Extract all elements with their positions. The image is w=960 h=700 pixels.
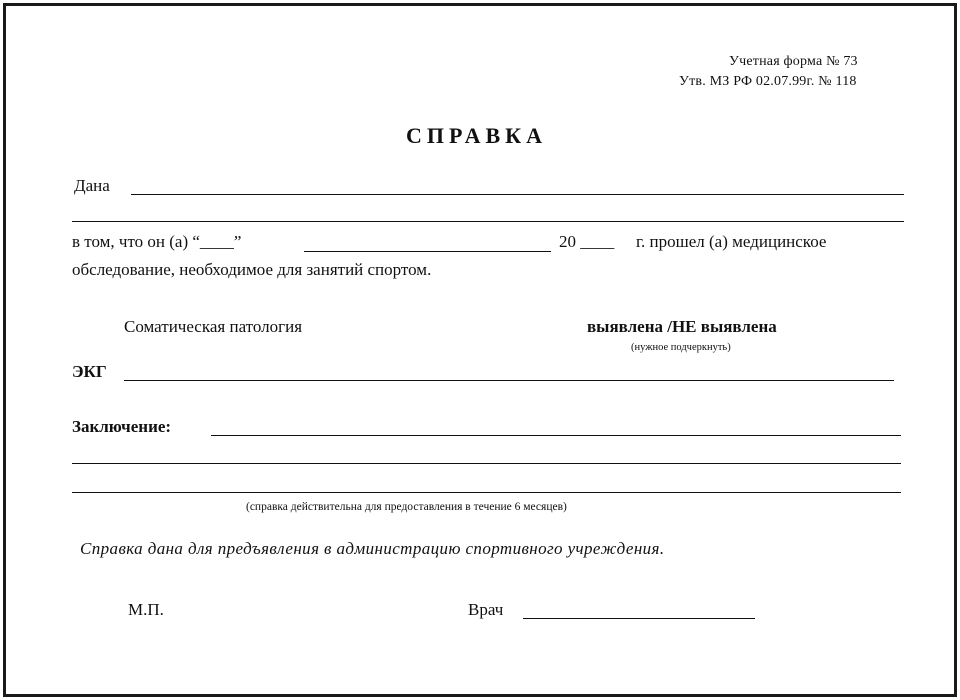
approval-reference: Утв. МЗ РФ 02.07.99г. № 118 — [679, 74, 857, 89]
date-line-prefix: в том, что он (а) “____” — [72, 232, 242, 251]
doctor-label: Врач — [468, 600, 504, 619]
purpose-statement: Справка дана для предъявления в администрацию спортивного учреждения. — [80, 539, 665, 558]
date-year-label: 20 ____ — [559, 232, 615, 251]
examination-text: г. прошел (а) медицинское — [636, 232, 827, 251]
page-title: СПРАВКА — [406, 123, 548, 148]
ecg-label: ЭКГ — [72, 362, 107, 381]
conclusion-label: Заключение: — [72, 417, 172, 436]
somatic-pathology-label: Соматическая патология — [124, 317, 303, 336]
certificate-document — [6, 6, 954, 694]
underline-hint: (нужное подчеркнуть) — [631, 342, 731, 353]
stamp-label: М.П. — [128, 600, 164, 619]
date-month-field[interactable] — [304, 251, 551, 252]
form-number: Учетная форма № 73 — [729, 54, 858, 69]
given-to-field[interactable] — [131, 194, 904, 195]
conclusion-field-line-3[interactable] — [72, 492, 901, 493]
somatic-pathology-options[interactable]: выявлена /НЕ выявлена — [587, 317, 777, 336]
validity-note: (справка действительна для предоставления в течение 6 месяцев) — [246, 501, 567, 513]
given-to-field-continued[interactable] — [72, 221, 904, 222]
ecg-field[interactable] — [124, 380, 894, 381]
given-to-label: Дана — [74, 176, 110, 195]
examination-text-continued: обследование, необходимое для занятий спортом. — [72, 260, 432, 279]
document-frame — [3, 3, 957, 697]
doctor-signature-field[interactable] — [523, 618, 755, 619]
conclusion-field-line-2[interactable] — [72, 463, 901, 464]
conclusion-field[interactable] — [211, 435, 901, 436]
